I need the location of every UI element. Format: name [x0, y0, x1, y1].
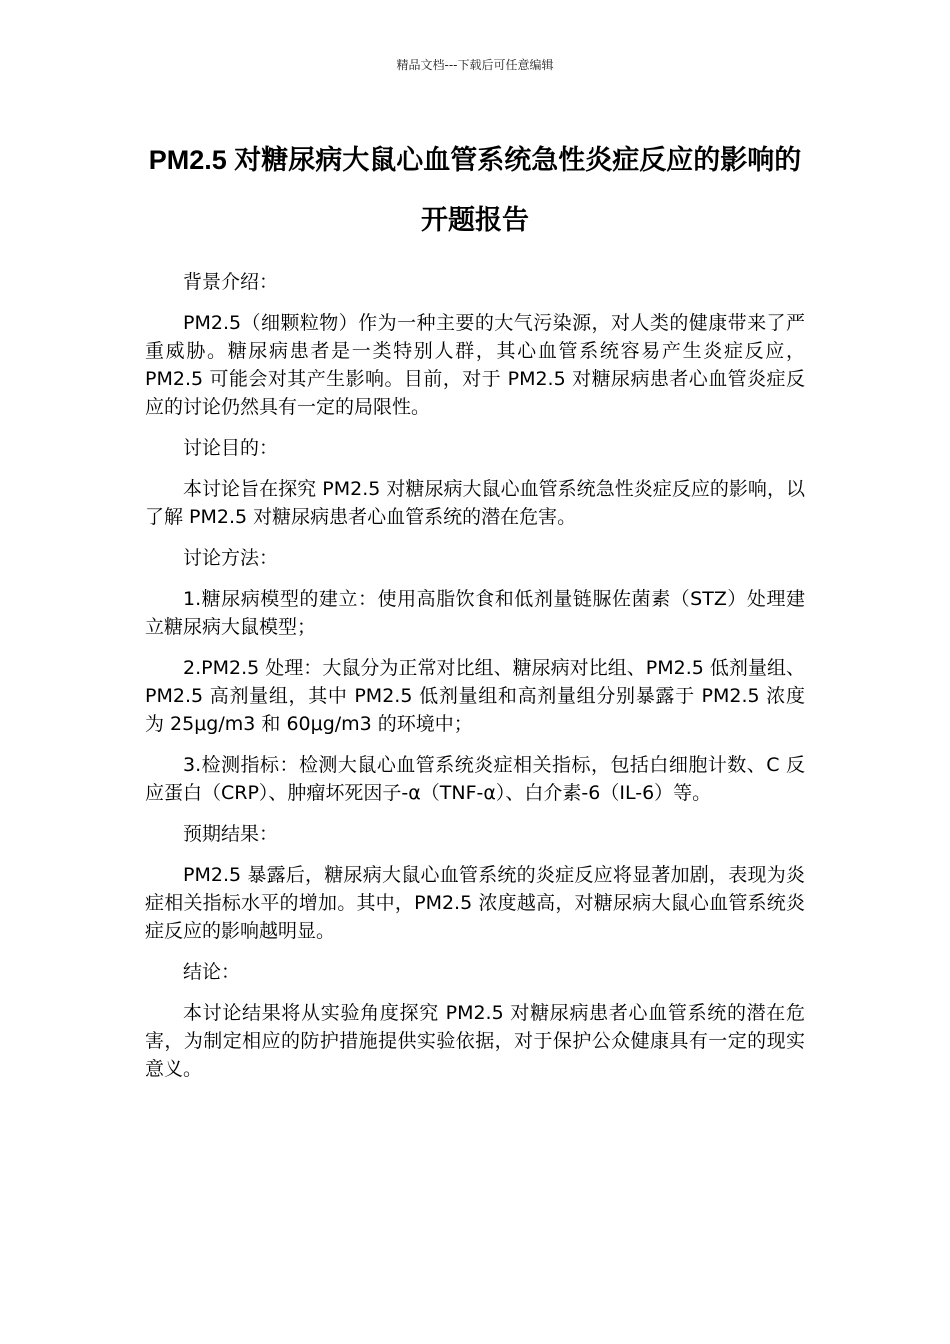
- page-header: 精品文档---下载后可任意编辑: [396, 58, 554, 72]
- document-title: PM2.5 对糖尿病大鼠心血管系统急性炎症反应的影响的开题报告: [148, 145, 802, 235]
- method-item-3: 3.检测指标：检测大鼠心血管系统炎症相关指标，包括白细胞计数、C 反应蛋白（CRP）、肿瘤坏死因子-α（TNF-α）、白介素-6（IL-6）等。: [145, 754, 805, 804]
- document-body: [145, 268, 805, 1096]
- section-heading-purpose: 讨论目的：: [183, 437, 279, 459]
- paragraph-conclusion: 本讨论结果将从实验角度探究 PM2.5 对糖尿病患者心血管系统的潜在危害，为制定相应的防护措施提供实验依据，对于保护公众健康具有一定的现实意义。: [145, 1002, 805, 1080]
- section-heading-background: 背景介绍：: [183, 271, 279, 293]
- method-item-2: 2.PM2.5 处理：大鼠分为正常对比组、糖尿病对比组、PM2.5 低剂量组、PM2.5 高剂量组，其中 PM2.5 低剂量组和高剂量组分别暴露于 PM2.5 浓度为 25μg/m3 和 60μg/m3 的环境中；: [145, 657, 805, 735]
- method-item-1: 1.糖尿病模型的建立：使用高脂饮食和低剂量链脲佐菌素（STZ）处理建立糖尿病大鼠模型；: [145, 588, 805, 638]
- section-heading-expected-results: 预期结果：: [183, 823, 279, 845]
- paragraph-background: PM2.5（细颗粒物）作为一种主要的大气污染源，对人类的健康带来了严重威胁。糖尿病患者是一类特别人群，其心血管系统容易产生炎症反应，PM2.5 可能会对其产生影响。目前，对于 PM2.5 对糖尿病患者心血管炎症反应的讨论仍然具有一定的局限性。: [145, 312, 805, 418]
- section-heading-methods: 讨论方法：: [183, 547, 279, 569]
- section-heading-conclusion: 结论：: [183, 961, 241, 983]
- paragraph-expected-results: PM2.5 暴露后，糖尿病大鼠心血管系统的炎症反应将显著加剧，表现为炎症相关指标水平的增加。其中，PM2.5 浓度越高，对糖尿病大鼠心血管系统炎症反应的影响越明显。: [145, 864, 805, 942]
- paragraph-purpose: 本讨论旨在探究 PM2.5 对糖尿病大鼠心血管系统急性炎症反应的影响，以了解 PM2.5 对糖尿病患者心血管系统的潜在危害。: [145, 478, 805, 528]
